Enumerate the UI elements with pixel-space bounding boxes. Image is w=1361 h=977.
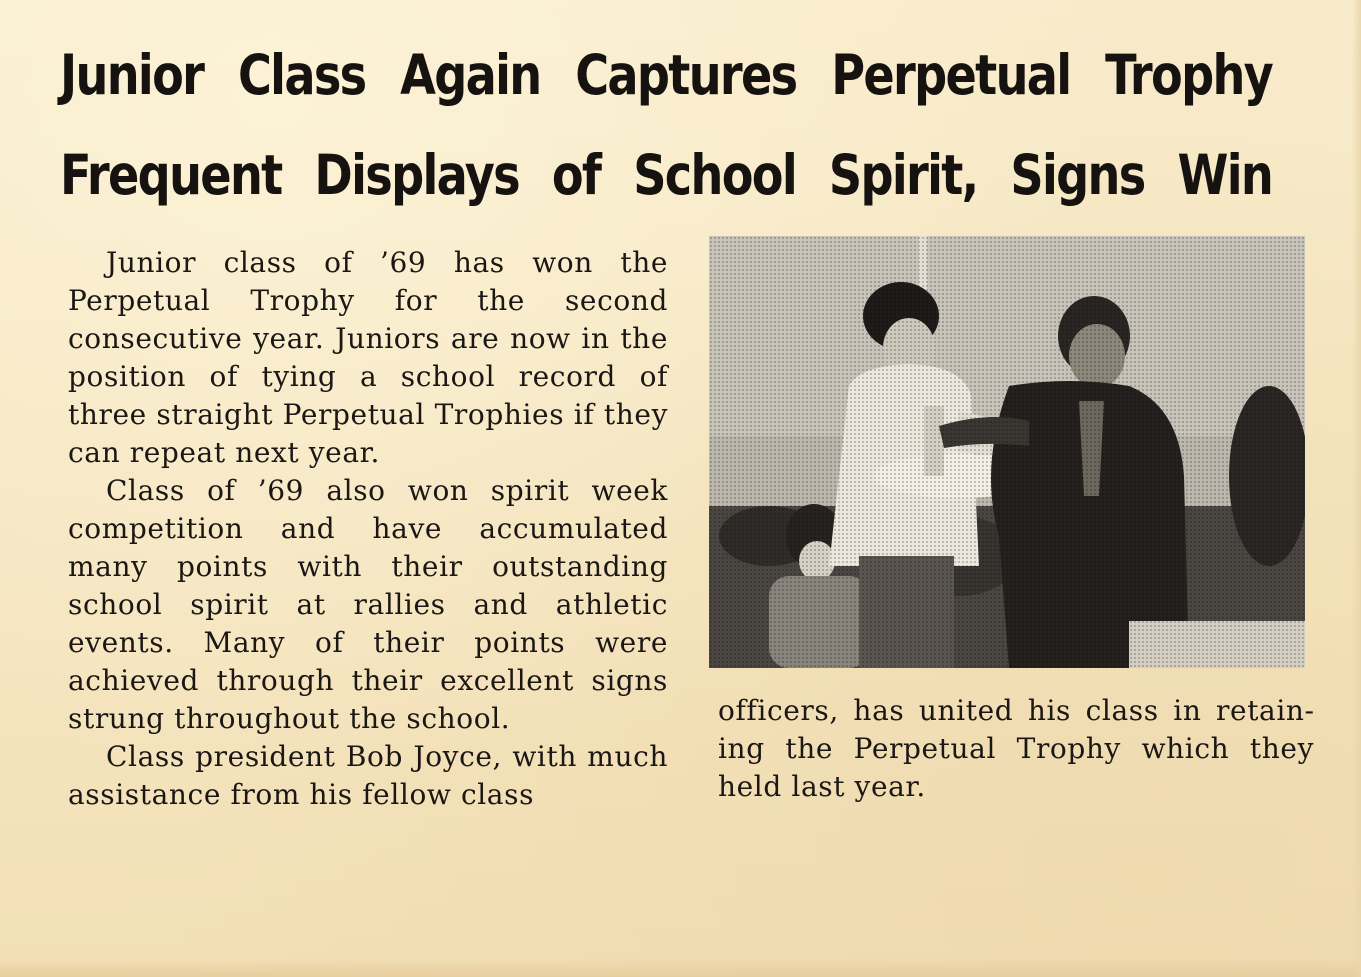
article-left-column	[68, 244, 668, 814]
article-right-column	[718, 692, 1314, 806]
halftone-photo-icon	[709, 236, 1305, 668]
paper-edge-bottom	[0, 958, 1361, 977]
article-paragraph-3: Class president Bob Joyce, with much assistance from his fellow class	[68, 740, 668, 811]
paper-edge-right	[1352, 0, 1361, 977]
article-paragraph-1: Junior class of ’69 has won the Perpetual Trophy for the second consecutive year. Juniors are now in the position of tying a school record of three straight Perpetual Trophies if they can repeat next year.	[68, 246, 668, 469]
headline-subtitle: Frequent Displays of School Spirit, Signs Win	[60, 143, 1273, 207]
article-continuation: officers, has united his class in retaining the Perpetual Trophy which they held last year.	[718, 694, 1314, 803]
trophy-presentation-photo	[709, 236, 1305, 668]
headline-main: Junior Class Again Captures Perpetual Trophy	[60, 43, 1273, 107]
article-paragraph-2: Class of ’69 also won spirit week competition and have accumulated many points with their outstanding school spirit at rallies and athletic events. Many of their points were achieved through their excellent signs strung throughout the school.	[68, 474, 668, 735]
